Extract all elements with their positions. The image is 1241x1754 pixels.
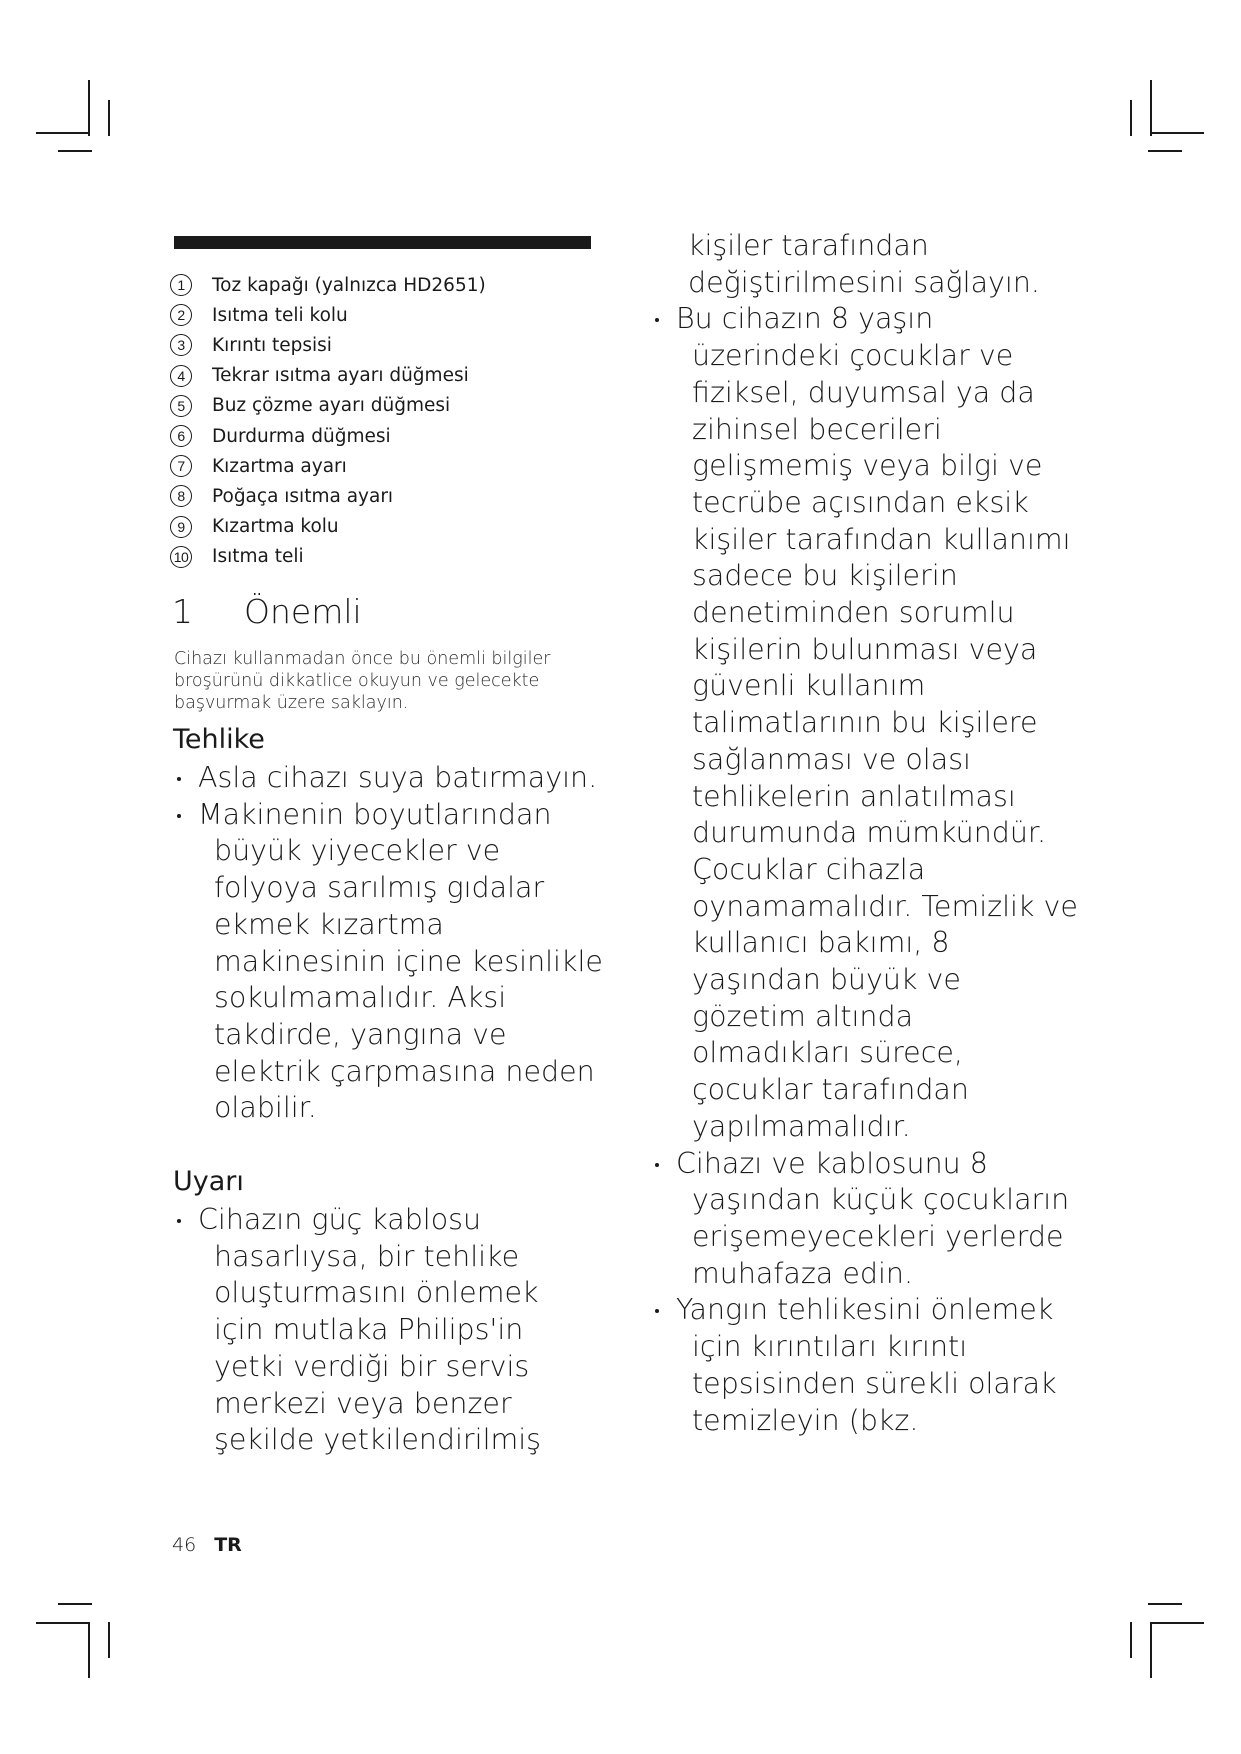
legend-item [170, 330, 610, 360]
item-label: Kırıntı tepsisi [212, 334, 332, 356]
continued-text: kişiler tarafından değiştirilmesini sağlayın. [688, 229, 1040, 299]
danger-bullet: Asla cihazı suya batırmayın. [172, 760, 612, 797]
language-code: TR [214, 1534, 242, 1556]
item-number: 8 [170, 485, 192, 507]
page-number: 46 [172, 1534, 197, 1556]
item-number: 7 [170, 455, 192, 477]
item-number: 4 [170, 365, 192, 387]
right-column [650, 228, 1080, 1439]
item-label: Tekrar ısıtma ayarı düğmesi [212, 365, 469, 387]
item-label: Isıtma teli [212, 546, 304, 568]
item-number: 6 [170, 425, 192, 447]
danger-bullet: Makinenin boyutlarından büyük yiyecekler ve folyoya sarılmış gıdalar ekmek kızartma makinesinin içine kesinlikle sokulmamalıdır. Aksi takdirde, yangına ve elektrik çarpmasına neden olabilir. [172, 797, 612, 1127]
header-rule [174, 236, 591, 249]
item-label: Toz kapağı (yalnızca HD2651) [212, 274, 486, 296]
item-number: 9 [170, 516, 192, 538]
item-label: Kızartma kolu [212, 516, 339, 538]
danger-list [172, 760, 612, 1127]
parts-legend [170, 270, 610, 572]
section-heading [172, 592, 362, 631]
item-number: 1 [170, 274, 192, 296]
legend-item [170, 451, 610, 481]
legend-item [170, 421, 610, 451]
item-number: 5 [170, 395, 192, 417]
page-footer [172, 1534, 242, 1556]
warning-bullet: Cihazın güç kablosu hasarlıysa, bir tehlike oluşturmasını önlemek için mutlaka Philips'in yetki verdiği bir servis merkezi veya benzer şekilde yetkilendirilmiş [172, 1202, 592, 1459]
item-label: Poğaça ısıtma ayarı [212, 485, 394, 507]
warning-list [172, 1202, 592, 1459]
legend-item [170, 391, 610, 421]
warning-heading: Uyarı [173, 1166, 244, 1197]
item-number: 2 [170, 304, 192, 326]
legend-item [170, 270, 610, 300]
right-bullet: Yangın tehlikesini önlemek için kırıntıları kırıntı tepsisinden sürekli olarak temizleyin (bkz. [650, 1292, 1080, 1439]
right-bullet: Bu cihazın 8 yaşın üzerindeki çocuklar ve fiziksel, duyumsal ya da zihinsel becerileri gelişmemiş veya bilgi ve tecrübe açısından eksik kişiler tarafından kullanımı sadece bu kişilerin denetiminden sorumlu kişilerin bulunması veya güvenli kullanım talimatlarının bu kişilere sağlanması ve olası tehlikelerin anlatılması durumunda mümkündür. Çocuklar cihazla oynamamalıdır. Temizlik ve kullanıcı bakımı, 8 yaşından büyük ve gözetim altında olmadıkları sürece, çocuklar tarafından yapılmamalıdır. [650, 301, 1080, 1145]
item-label: Buz çözme ayarı düğmesi [212, 395, 451, 417]
legend-item [170, 481, 610, 511]
right-bullet: Cihazı ve kablosunu 8 yaşından küçük çocukların erişemeyecekleri yerlerde muhafaza edin. [650, 1146, 1080, 1293]
section-title: Önemli [244, 592, 362, 631]
item-label: Isıtma teli kolu [212, 304, 348, 326]
legend-item [170, 300, 610, 330]
legend-item [170, 361, 610, 391]
danger-heading: Tehlike [173, 724, 265, 755]
section-intro: Cihazı kullanmadan önce bu önemli bilgiler broşürünü dikkatlice okuyun ve gelecekte başvurmak üzere saklayın. [174, 649, 551, 713]
item-number: 10 [170, 546, 192, 568]
legend-item [170, 512, 610, 542]
item-label: Durdurma düğmesi [212, 425, 391, 447]
item-number: 3 [170, 334, 192, 356]
section-number: 1 [172, 592, 193, 631]
item-label: Kızartma ayarı [212, 455, 347, 477]
legend-item [170, 542, 610, 572]
